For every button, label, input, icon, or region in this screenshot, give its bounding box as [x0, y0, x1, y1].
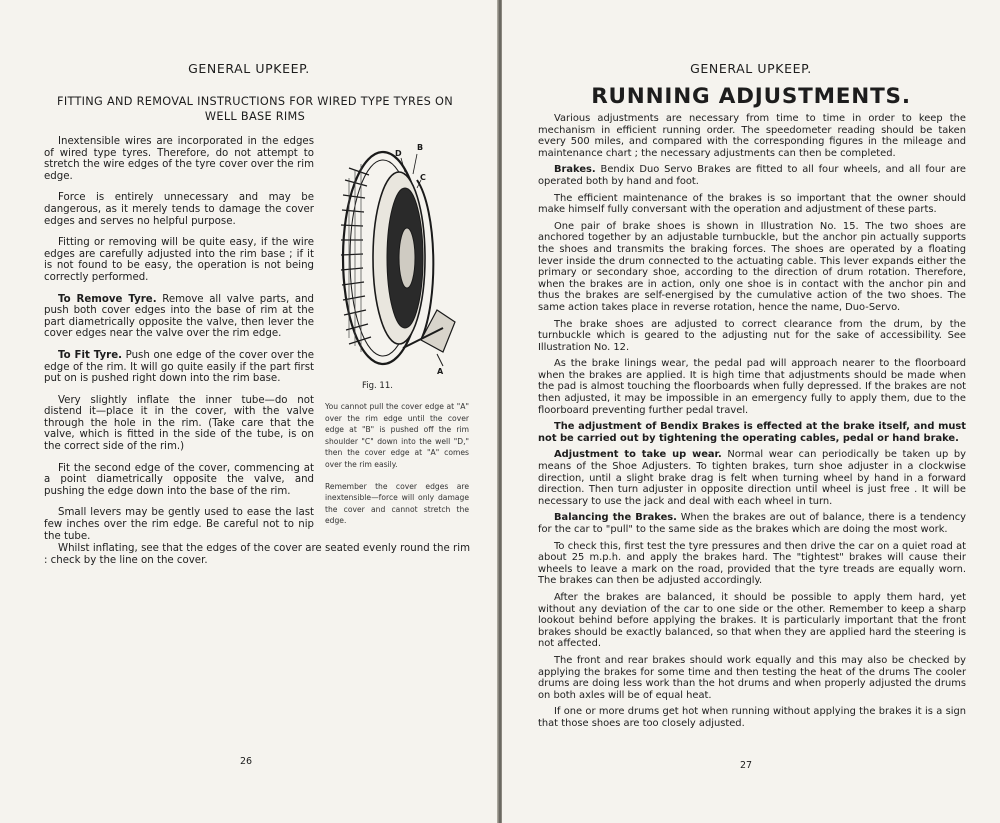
fig-letter-d: D: [395, 149, 402, 158]
right-page: [502, 0, 1000, 823]
fig-letter-b: B: [417, 143, 424, 152]
balancing-heading: Balancing the Brakes.: [554, 512, 677, 524]
right-paragraph-bold-warning: The adjustment of Bendix Brakes is effected at the brake itself, and must not be carried out by tightening the operating cables, pedal or hand brake.: [538, 421, 966, 444]
left-paragraph-6: Very slightly inflate the inner tube—do not distend it—place it in the cover, with the valve through the hole in the rim. (Take care that the valve, which is fitted in the side of the tube, is on the correct side of the rim.): [44, 394, 314, 453]
right-body-text: [538, 113, 966, 735]
right-paragraph-6: As the brake linings wear, the pedal pad will approach nearer to the floorboard when the brakes are applied. It is high time that adjustments should be made when the pad is almost touching the floorboards when fully depressed. If the brakes are not then adjusted, it may be impossible in an emergency fully to apply them, due to the floorboard preventing further pedal travel.: [538, 358, 966, 416]
left-paragraph-remove-tyre: To Remove Tyre. Remove all valve parts, and push both cover edges into the base of rim at the part diametrically opposite the valve, then lever the cover edges near the valve over the rim edge.: [44, 293, 314, 340]
right-paragraph-13: If one or more drums get hot when running without applying the brakes it is a sign that those shoes are too closely adjusted.: [538, 706, 966, 729]
right-paragraph-11: After the brakes are balanced, it should be possible to apply them hard, yet without any deviation of the car to one side or the other. Remember to keep a sharp lookout behind before applying the brakes. It is particularly important that the front brakes should be exactly balanced, so that when they are applied hard the steering is not affected.: [538, 591, 966, 650]
brakes-heading: Brakes.: [554, 164, 596, 176]
left-page-header: GENERAL UPKEEP.: [188, 61, 310, 76]
figure-label: Fig. 11.: [362, 381, 393, 391]
right-paragraph-4: One pair of brake shoes is shown in Illustration No. 15. The two shoes are anchored together by an adjustable turnbuckle, but the anchor pin actually supports the shoes and transmits the braking forces. The shoes are operated by a floating lever inside the drum connected to the actuating cable. This lever expands either the primary or secondary shoe, according to the direction of drum rotation. Therefore, when the brakes are in action, only one shoe is in contact with the anchor pin and thus the brakes are self-energised by the cumulative action of the two shoes. The same action takes place in reverse rotation, hence the name, Duo-Servo.: [538, 220, 966, 313]
fig-letter-a: A: [437, 367, 444, 376]
adjustment-heading: Adjustment to take up wear.: [554, 449, 722, 461]
right-paragraph-5: The brake shoes are adjusted to correct clearance from the drum, by the turnbuckle which is geared to the adjusting nut for the sake of accessibility. See Illustration No. 12.: [538, 318, 966, 353]
right-paragraph-10: To check this, first test the tyre pressures and then drive the car on a quiet road at about 25 m.p.h. and apply the brakes hard. The "tightest" brakes will cause their wheels to leave a mark on the road, provided that the tyre treads are equally worn. The brakes can then be adjusted accordingly.: [538, 540, 966, 587]
left-paragraph-3: Fitting or removing will be quite easy, if the wire edges are carefully adjusted into the rim base ; if it is not found to be easy, the operation is not being correctly performed.: [44, 237, 314, 283]
right-page-title: RUNNING ADJUSTMENTS.: [591, 84, 911, 109]
right-paragraph-adjustment: Adjustment to take up wear. Normal wear can periodically be taken up by means of the Shoe Adjusters. To tighten brakes, turn shoe adjuster in a clockwise direction, until a slight brake drag is felt when turning wheel by hand in a forward direction. Then turn adjuster in opposite direction until wheel is just free . It will be necessary to use the jack and deal with each wheel in turn.: [538, 449, 966, 507]
right-paragraph-1: Various adjustments are necessary from time to time in order to keep the mechanism in efficient running order. The speedometer reading should be taken every 500 miles, and compared with the corresponding figures in the mileage and maintenance chart ; the necessary adjustments can then be completed.: [538, 113, 966, 159]
tyre-illustration: [325, 140, 475, 380]
left-page-number: 26: [240, 756, 253, 767]
right-paragraph-12: The front and rear brakes should work equally and this may also be checked by applying the brakes for some time and then testing the heat of the drums The cooler drums are doing less work than the hot drums and when properly adjusted the drums on both axles will be of equal heat.: [538, 654, 966, 701]
left-final-paragraph: Whilst inflating, see that the edges of the cover are seated evenly round the rim : check by the line on the cover.: [44, 543, 470, 566]
left-page-subtitle-line1: FITTING AND REMOVAL INSTRUCTIONS FOR WIRED TYPE TYRES ON: [57, 95, 453, 108]
remove-tyre-heading: To Remove Tyre.: [58, 293, 157, 305]
left-final-text: [44, 543, 470, 566]
right-paragraph-balancing: Balancing the Brakes. When the brakes are out of balance, there is a tendency for the car to "pull" to the same side as the brakes which are doing the most work.: [538, 512, 967, 535]
figure-caption: [325, 401, 469, 527]
left-paragraph-1: Inextensible wires are incorporated in the edges of wired type tyres. Therefore, do not attempt to stretch the wire edges of the tyre cover over the rim edge.: [44, 136, 314, 182]
left-paragraph-2: Force is entirely unnecessary and may be dangerous, as it merely tends to damage the cover edges and serves no helpful purpose.: [44, 192, 314, 227]
right-page-number: 27: [740, 760, 753, 771]
fit-tyre-heading: To Fit Tyre.: [58, 349, 122, 361]
figure-caption-1: You cannot pull the cover edge at "A" over the rim edge until the cover edge at "B" is pushed off the rim shoulder "C" down into the well "D," then the cover edge at "A" comes over the rim easily.: [325, 402, 469, 469]
left-page-subtitle-line2: WELL BASE RIMS: [204, 110, 306, 123]
right-paragraph-brakes: Brakes. Bendix Duo Servo Brakes are fitted to all four wheels, and all four are operated both by hand and foot.: [538, 164, 966, 187]
left-paragraph-8: Small levers may be gently used to ease the last few inches over the rim edge. Be careful not to nip the tube.: [44, 507, 314, 542]
right-page-header: GENERAL UPKEEP.: [690, 61, 812, 76]
left-body-text: [44, 136, 314, 542]
fig-letter-c: C: [420, 173, 426, 182]
figure-caption-2: Remember the cover edges are inextensible—force will only damage the cover and cannot stretch the edge.: [325, 481, 469, 526]
left-page: [0, 0, 498, 823]
left-paragraph-7: Fit the second edge of the cover, commencing at a point diametrically opposite the valve, and pushing the edge down into the base of the rim.: [44, 462, 314, 497]
right-paragraph-3: The efficient maintenance of the brakes is so important that the owner should make himself fully conversant with the operation and adjustment of these parts.: [538, 192, 966, 216]
left-paragraph-fit-tyre: To Fit Tyre. Push one edge of the cover over the edge of the rim. It will go quite easily if the part first put on is pushed right down into the rim base.: [44, 349, 314, 385]
